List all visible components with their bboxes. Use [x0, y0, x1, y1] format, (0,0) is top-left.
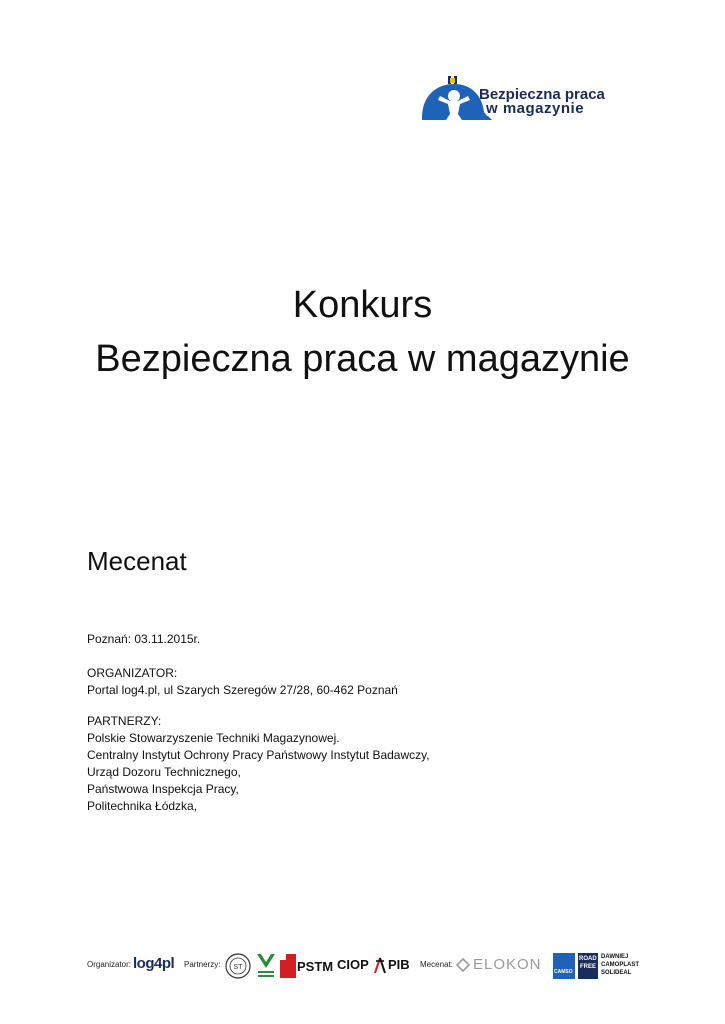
- dawniej-text: [601, 953, 639, 977]
- partner-item: Polskie Stowarzyszenie Techniki Magazynowej.: [87, 731, 340, 745]
- page-title-line2: Bezpieczna praca w magazynie: [95, 338, 630, 380]
- section-heading: Mecenat: [87, 546, 187, 576]
- road-free-text-1: ROAD: [579, 956, 597, 962]
- partner-item: Centralny Instytut Ochrony Pracy Państwowy Instytut Badawczy,: [87, 748, 430, 762]
- partner-item: Państwowa Inspekcja Pracy,: [87, 782, 239, 796]
- partner-item: Urząd Dozoru Technicznego,: [87, 765, 241, 779]
- dawniej-line2: CAMOPLAST: [601, 962, 639, 968]
- partner-item: Politechnika Łódzka,: [87, 799, 198, 813]
- organizer-text: Portal log4.pl, ul Szarych Szeregów 27/28, 60-462 Poznań: [87, 683, 398, 697]
- pib-logo-text: PIB: [388, 957, 410, 972]
- ciop-logo-text: CIOP: [337, 957, 369, 972]
- dawniej-line3: SOLIDEAL: [601, 970, 632, 976]
- elokon-diamond-icon: [456, 958, 470, 972]
- logo-text-line1: Bezpieczna praca: [479, 86, 605, 103]
- log4pl-logo: log4pl: [133, 955, 175, 972]
- organizer-heading: ORGANIZATOR:: [87, 666, 178, 680]
- partners-heading: PARTNERZY:: [87, 714, 162, 728]
- elokon-logo-text: ELOKON: [473, 956, 542, 973]
- pstm-building-icon: [280, 954, 296, 978]
- page-title-line1: Konkurs: [292, 284, 433, 326]
- stm-seal-icon: [225, 953, 251, 979]
- camso-logo: [553, 953, 575, 979]
- road-free-text-2: FREE: [580, 964, 597, 970]
- lodz-university-icon: [255, 952, 277, 980]
- svg-text:ST: ST: [233, 964, 243, 971]
- sponsor-footer: [87, 948, 647, 984]
- header-logo: [420, 74, 630, 126]
- camso-logo-text: CAMSO: [554, 969, 573, 975]
- pstm-logo-text: PSTM: [297, 959, 334, 974]
- partners-label: Partnerzy:: [184, 960, 221, 969]
- dawniej-line1: DAWNIEJ: [601, 954, 629, 960]
- date-line: Poznań: 03.11.2015r.: [87, 632, 201, 646]
- logo-text-line2: w magazynie: [486, 100, 585, 117]
- ciop-figure-icon: [373, 956, 387, 974]
- mecenat-label: Mecenat:: [420, 960, 453, 969]
- organizer-label: Organizator:: [87, 960, 132, 969]
- road-free-logo: [578, 953, 598, 979]
